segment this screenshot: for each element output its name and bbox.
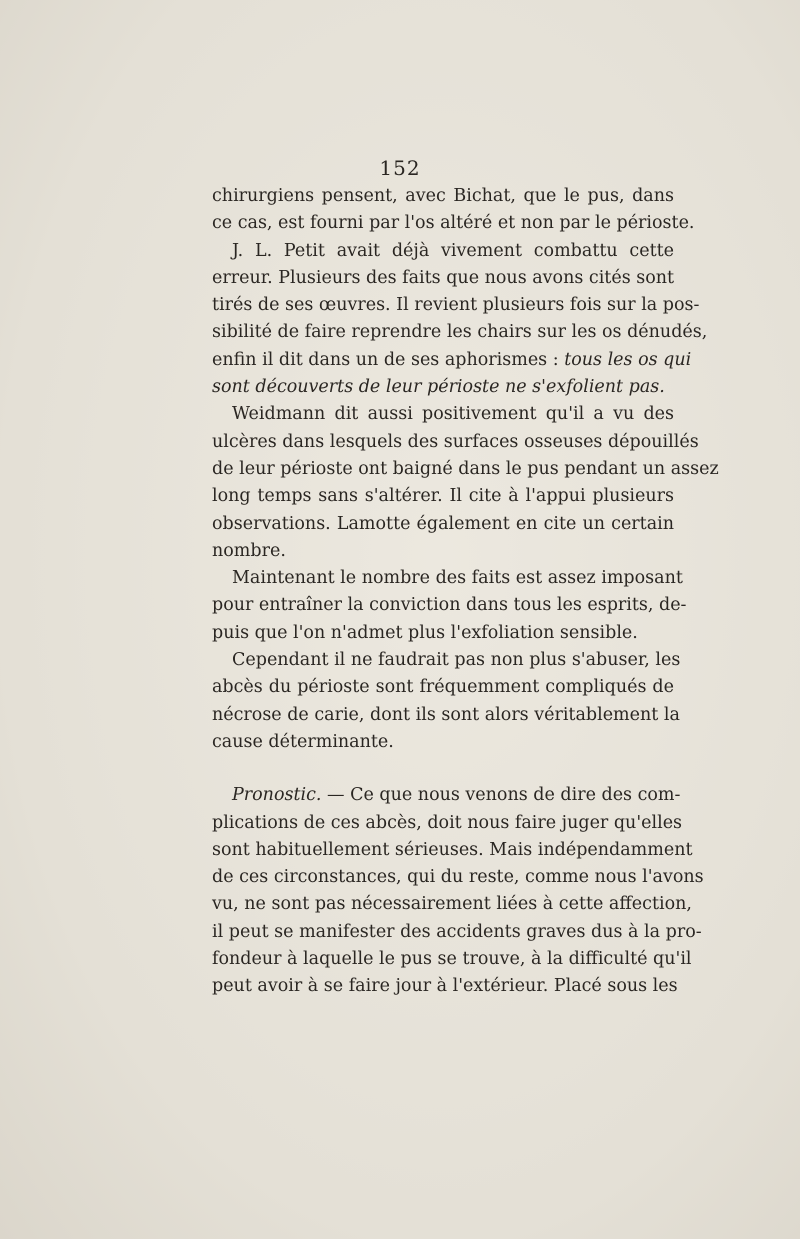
italic-text: tous les os qui xyxy=(564,349,692,370)
text-line: fondeur à laquelle le pus se trouve, à la difficulté qu'il xyxy=(212,949,692,970)
text-line: vu, ne sont pas nécessairement liées à cette affection, xyxy=(212,894,692,915)
paragraph xyxy=(212,401,719,565)
text-line: abcès du périoste sont fréquemment compliqués de xyxy=(212,677,674,698)
italic-text: Pronostic. xyxy=(232,785,322,806)
text-line: chirurgiens pensent, avec Bichat, que le pus, dans xyxy=(212,186,674,206)
text-line: nombre. xyxy=(212,540,286,561)
paragraph xyxy=(212,647,681,756)
text-run: enfin il dit dans un de ses aphorismes : xyxy=(212,349,565,370)
section-gap xyxy=(212,756,674,782)
body-text xyxy=(212,183,719,1001)
text-line: Cependant il ne faudrait pas non plus s'abuser, les xyxy=(232,650,681,671)
text-line: nécrose de carie, dont ils sont alors véritablement la xyxy=(212,704,680,725)
text-line: observations. Lamotte également en cite un certain xyxy=(212,513,674,534)
text-line: il peut se manifester des accidents graves dus à la pro- xyxy=(212,921,702,942)
text-line: ce cas, est fourni par l'os altéré et non par le périoste. xyxy=(212,213,695,234)
text-line: sont découverts de leur périoste ne s'exfolient pas. xyxy=(212,377,665,398)
text-run: — Ce que nous venons de dire des com- xyxy=(321,785,681,806)
text-line: cause déterminante. xyxy=(212,731,394,752)
text-line: J. L. Petit avait déjà vivement combattu cette xyxy=(232,240,674,261)
text-line: sibilité de faire reprendre les chairs sur les os dénudés, xyxy=(212,322,708,343)
text-line: de leur périoste ont baigné dans le pus pendant un assez xyxy=(212,458,719,479)
page-number: 152 xyxy=(379,156,421,180)
text-line: peut avoir à se faire jour à l'extérieur. Placé sous les xyxy=(212,976,678,997)
text-line: de ces circonstances, qui du reste, comme nous l'avons xyxy=(212,867,704,888)
text-line: Maintenant le nombre des faits est assez imposant xyxy=(232,568,683,589)
text-line: long temps sans s'altérer. Il cite à l'appui plusieurs xyxy=(212,486,674,507)
paragraph xyxy=(212,565,687,647)
text-line: puis que l'on n'admet plus l'exfoliation sensible. xyxy=(212,622,638,643)
paragraph xyxy=(212,782,704,1000)
text-line: sont habituellement sérieuses. Mais indépendamment xyxy=(212,839,693,860)
paragraph xyxy=(212,183,695,238)
text-line xyxy=(212,347,692,374)
paragraph xyxy=(212,238,708,402)
text-line: Weidmann dit aussi positivement qu'il a vu des xyxy=(232,404,674,425)
text-line: tirés de ses œuvres. Il revient plusieurs fois sur la pos- xyxy=(212,295,700,316)
text-line xyxy=(212,782,681,809)
text-line: pour entraîner la conviction dans tous les esprits, de- xyxy=(212,595,687,616)
text-line: plications de ces abcès, doit nous faire juger qu'elles xyxy=(212,812,683,833)
text-line: ulcères dans lesquels des surfaces osseuses dépouillés xyxy=(212,431,699,452)
text-line: erreur. Plusieurs des faits que nous avons cités sont xyxy=(212,267,675,288)
